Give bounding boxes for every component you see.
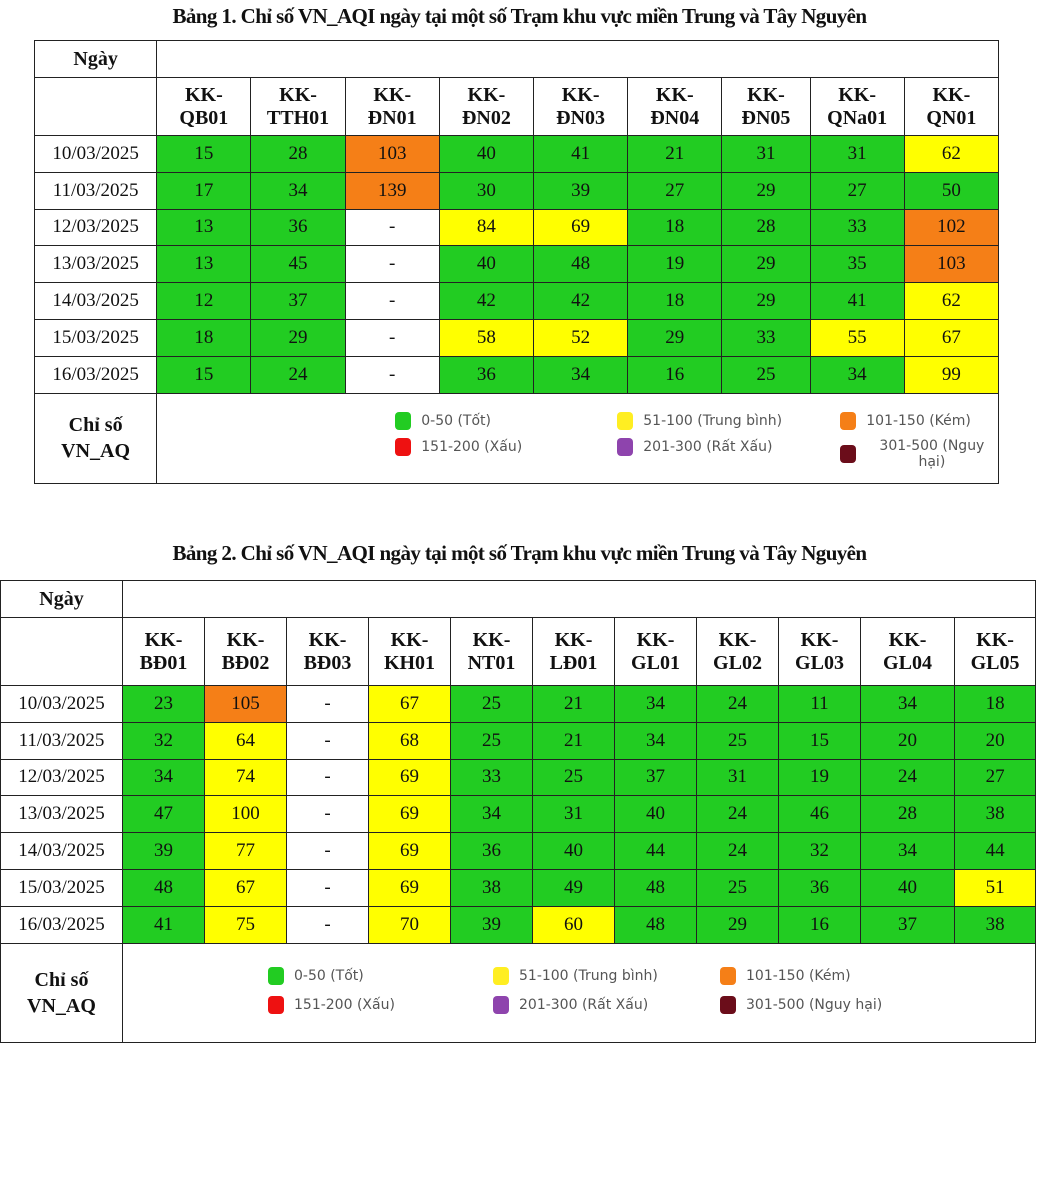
aqi-value-cell: 27 [955,759,1036,796]
aqi-value-cell: 51 [955,869,1036,906]
aqi-value-cell: 62 [904,283,998,320]
aqi-value-cell: 55 [810,319,904,356]
station-prefix: KK- [472,628,511,651]
aqi-value-cell: 25 [451,686,533,723]
aqi-value-cell: 45 [251,246,345,283]
aqi-value-cell: 35 [810,246,904,283]
aqi-value-cell: 29 [697,906,779,943]
aqi-value-cell: 24 [251,356,345,393]
table-row [1,833,1036,870]
aqi-value-cell: 34 [861,833,955,870]
station-header [722,78,810,136]
legend-label-line: Chỉ số [34,968,89,991]
aqi-value-cell: 30 [439,172,533,209]
legend-item [840,412,971,430]
table-row [35,209,999,246]
station-header [779,618,861,686]
date-cell: 10/03/2025 [1,686,123,723]
aqi-value-cell: 75 [205,906,287,943]
legend-label-line: VN_AQ [61,440,131,463]
aqi-value-cell: - [345,246,439,283]
aqi-value-cell: 18 [628,283,722,320]
aqi-value-cell: 31 [810,136,904,173]
station-header [861,618,955,686]
aqi-value-cell: 37 [615,759,697,796]
legend-swatch-icon [493,967,509,985]
aqi-value-cell: 32 [123,722,205,759]
aqi-value-cell: 25 [697,722,779,759]
legend-text: 301-500 (Nguy hại) [746,996,883,1013]
aqi-value-cell: 32 [779,833,861,870]
station-header [697,618,779,686]
legend [123,943,1036,1042]
legend-swatch-icon [617,438,633,456]
aqi-value-cell: 34 [534,356,628,393]
aqi-value-cell: - [287,686,369,723]
legend-item [268,967,364,985]
aqi-value-cell: 39 [451,906,533,943]
legend-swatch-icon [268,996,284,1014]
aqi-value-cell: 48 [615,906,697,943]
aqi-value-cell: 44 [955,833,1036,870]
table-row [1,796,1036,833]
aqi-value-cell: 39 [534,172,628,209]
station-prefix: KK- [747,83,785,106]
aqi-value-cell: 41 [123,906,205,943]
station-prefix: KK- [932,83,971,106]
aqi-value-cell: - [345,209,439,246]
aqi-value-cell: 49 [533,869,615,906]
aqi-value-cell: 15 [779,722,861,759]
aqi-value-cell: 12 [157,283,251,320]
station-code: GL04 [883,651,932,674]
aqi-value-cell: 105 [205,686,287,723]
aqi-value-cell: 33 [810,209,904,246]
legend-text: 51-100 (Trung bình) [643,412,783,429]
aqi-value-cell: 25 [697,869,779,906]
aqi-value-cell: 29 [722,246,810,283]
legend-item [493,967,658,985]
date-cell: 16/03/2025 [1,906,123,943]
station-code: GL01 [631,651,680,674]
station-header [955,618,1036,686]
station-prefix: KK- [390,628,429,651]
aqi-value-cell: 67 [205,869,287,906]
aqi-value-cell: 40 [861,869,955,906]
station-code: GL02 [713,651,762,674]
station-prefix: KK- [554,628,593,651]
station-code: LĐ01 [549,651,598,674]
aqi-value-cell: 15 [157,136,251,173]
date-cell: 13/03/2025 [35,246,157,283]
table-row [35,319,999,356]
legend-row [35,393,999,483]
aqi-value-cell: 34 [251,172,345,209]
station-prefix: KK- [888,628,927,651]
station-header [533,618,615,686]
aqi-value-cell: 13 [157,209,251,246]
station-code: BĐ03 [303,651,352,674]
legend-text: 101-150 (Kém) [866,412,971,429]
station-code: ĐN02 [461,106,511,129]
aqi-value-cell: 52 [534,319,628,356]
aqi-value-cell: 37 [251,283,345,320]
legend-swatch-icon [720,967,736,985]
aqi-value-cell: 100 [205,796,287,833]
legend-swatch-icon [268,967,284,985]
aqi-value-cell: 13 [157,246,251,283]
legend-row [1,943,1036,1042]
aqi-value-cell: 139 [345,172,439,209]
aqi-value-cell: 39 [123,833,205,870]
aqi-value-cell: 68 [369,722,451,759]
aqi-value-cell: 47 [123,796,205,833]
aqi-value-cell: 74 [205,759,287,796]
aqi-value-cell: 48 [615,869,697,906]
aqi-value-cell: 25 [722,356,810,393]
aqi-value-cell: 38 [451,869,533,906]
aqi-value-cell: 77 [205,833,287,870]
aqi-value-cell: 36 [779,869,861,906]
table-row [1,722,1036,759]
legend-label [1,943,123,1042]
aqi-value-cell: 20 [861,722,955,759]
station-code: QN01 [926,106,977,129]
aqi-value-cell: 29 [251,319,345,356]
aqi-value-cell: 34 [451,796,533,833]
station-prefix: KK- [800,628,839,651]
aqi-value-cell: 69 [369,833,451,870]
aqi-value-cell: 31 [722,136,810,173]
aqi-value-cell: 69 [369,796,451,833]
station-code: ĐN01 [367,106,417,129]
aqi-value-cell: - [345,319,439,356]
station-prefix: KK- [467,83,506,106]
date-cell: 14/03/2025 [1,833,123,870]
aqi-value-cell: 21 [628,136,722,173]
station-header [157,78,251,136]
aqi-value-cell: - [287,869,369,906]
aqi-value-cell: 84 [439,209,533,246]
aqi-value-cell: 60 [533,906,615,943]
station-header [251,78,345,136]
station-header [369,618,451,686]
date-cell: 13/03/2025 [1,796,123,833]
aqi-value-cell: 34 [861,686,955,723]
aqi-value-cell: 21 [533,722,615,759]
legend-label [35,393,157,483]
station-code: GL05 [970,651,1020,674]
aqi-value-cell: 24 [697,796,779,833]
legend-item [840,438,998,470]
aqi-value-cell: 16 [628,356,722,393]
aqi-value-cell: 69 [534,209,628,246]
aqi-value-cell: 34 [615,722,697,759]
date-cell: 14/03/2025 [35,283,157,320]
aqi-value-cell: 29 [628,319,722,356]
aqi-value-cell: 34 [615,686,697,723]
header-blank-cell [1,618,123,686]
aqi-value-cell: - [287,722,369,759]
aqi-value-cell: 28 [251,136,345,173]
station-prefix: KK- [655,83,694,106]
header-blank [157,41,999,78]
aqi-value-cell: 24 [861,759,955,796]
legend-text: 51-100 (Trung bình) [519,967,658,984]
aqi-value-cell: 33 [722,319,810,356]
aqi-value-cell: 41 [810,283,904,320]
aqi-value-cell: 33 [451,759,533,796]
aqi-value-cell: 17 [157,172,251,209]
aqi-value-cell: - [287,796,369,833]
station-code: GL03 [795,651,844,674]
header-blank-cell [35,78,157,136]
table-row [1,759,1036,796]
aqi-value-cell: 42 [439,283,533,320]
station-prefix: KK- [561,83,600,106]
station-header [439,78,533,136]
station-code: ĐN03 [556,106,606,129]
aqi-value-cell: 38 [955,906,1036,943]
station-prefix: KK- [308,628,347,651]
aqi-value-cell: 27 [810,172,904,209]
aqi-value-cell: 25 [451,722,533,759]
table-1-title: Bảng 1. Chỉ số VN_AQI ngày tại một số Trạm khu vực miền Trung và Tây Nguyên [172,4,867,28]
legend-swatch-icon [720,996,736,1014]
station-prefix: KK- [144,628,183,651]
aqi-value-cell: 37 [861,906,955,943]
aqi-value-cell: - [287,833,369,870]
station-header [205,618,287,686]
station-header-row [1,618,1036,686]
aqi-value-cell: 36 [251,209,345,246]
station-code: ĐN04 [650,106,700,129]
aqi-value-cell: 48 [534,246,628,283]
legend-label-line: VN_AQ [27,994,96,1017]
station-code: ĐN05 [741,106,791,129]
station-code: QB01 [179,106,229,129]
aqi-value-cell: 70 [369,906,451,943]
date-cell: 11/03/2025 [1,722,123,759]
station-header-row [35,78,999,136]
aqi-value-cell: 29 [722,283,810,320]
table-row [35,136,999,173]
aqi-table-1 [34,40,999,484]
aqi-value-cell: 18 [157,319,251,356]
aqi-value-cell: 41 [534,136,628,173]
legend-swatch-icon [617,412,633,430]
aqi-value-cell: 24 [697,686,779,723]
header-blank [123,581,1036,618]
legend-text: 101-150 (Kém) [746,967,851,984]
date-cell: 16/03/2025 [35,356,157,393]
aqi-value-cell: 38 [955,796,1036,833]
station-prefix: KK- [184,83,223,106]
aqi-value-cell: 67 [369,686,451,723]
station-prefix: KK- [279,83,317,106]
table-row [35,172,999,209]
table-row [35,356,999,393]
aqi-value-cell: 50 [904,172,998,209]
aqi-value-cell: 25 [533,759,615,796]
station-prefix: KK- [718,628,757,651]
station-prefix: KK- [226,628,265,651]
station-prefix: KK- [976,628,1014,651]
legend-text: 201-300 (Rất Xấu) [519,996,649,1013]
aqi-value-cell: 62 [904,136,998,173]
aqi-value-cell: 27 [628,172,722,209]
legend-text: 151-200 (Xấu) [294,996,395,1013]
legend-text: 151-200 (Xấu) [421,438,523,455]
legend-item [720,967,851,985]
date-cell: 12/03/2025 [35,209,157,246]
aqi-value-cell: 58 [439,319,533,356]
aqi-value-cell: 18 [628,209,722,246]
aqi-value-cell: 20 [955,722,1036,759]
aqi-value-cell: 67 [904,319,998,356]
legend-swatch-icon [395,412,411,430]
legend-label-line: Chỉ số [68,414,123,437]
legend-item [395,412,491,430]
aqi-value-cell: 44 [615,833,697,870]
aqi-value-cell: 36 [451,833,533,870]
station-code: KH01 [383,651,436,674]
aqi-value-cell: 31 [533,796,615,833]
aqi-value-cell: 16 [779,906,861,943]
station-prefix: KK- [838,83,877,106]
aqi-value-cell: 34 [123,759,205,796]
table-row [35,246,999,283]
table-row [1,686,1036,723]
aqi-value-cell: 48 [123,869,205,906]
aqi-value-cell: 46 [779,796,861,833]
aqi-value-cell: - [287,906,369,943]
station-header [287,618,369,686]
legend-text: 0-50 (Tốt) [421,412,492,429]
aqi-value-cell: 40 [533,833,615,870]
station-header [615,618,697,686]
legend-item [617,438,772,456]
aqi-value-cell: 103 [904,246,998,283]
legend-item [720,996,882,1014]
date-column-header: Ngày [35,41,157,78]
station-code: BĐ02 [221,651,270,674]
station-header [534,78,628,136]
aqi-table-2 [0,580,1036,1043]
aqi-value-cell: 40 [439,136,533,173]
date-cell: 12/03/2025 [1,759,123,796]
aqi-value-cell: 11 [779,686,861,723]
legend-item [493,996,648,1014]
aqi-value-cell: 19 [628,246,722,283]
legend [157,393,999,483]
aqi-value-cell: 40 [615,796,697,833]
legend-swatch-icon [493,996,509,1014]
table-row [1,869,1036,906]
station-header [123,618,205,686]
aqi-value-cell: 28 [722,209,810,246]
date-cell: 15/03/2025 [1,869,123,906]
aqi-value-cell: 69 [369,759,451,796]
aqi-value-cell: 40 [439,246,533,283]
station-code: NT01 [467,651,516,674]
aqi-value-cell: 29 [722,172,810,209]
legend-item [617,412,782,430]
legend-text: 301-500 (Nguy hại) [879,437,985,470]
aqi-value-cell: 23 [123,686,205,723]
aqi-value-cell: 15 [157,356,251,393]
station-code: QNa01 [827,106,888,129]
station-prefix: KK- [373,83,412,106]
station-header [628,78,722,136]
date-cell: 15/03/2025 [35,319,157,356]
station-header [810,78,904,136]
aqi-value-cell: 28 [861,796,955,833]
aqi-value-cell: 99 [904,356,998,393]
legend-swatch-icon [395,438,411,456]
date-cell: 10/03/2025 [35,136,157,173]
header-row [1,581,1036,618]
station-code: BĐ01 [139,651,188,674]
aqi-value-cell: 69 [369,869,451,906]
aqi-value-cell: 42 [534,283,628,320]
aqi-value-cell: 102 [904,209,998,246]
aqi-value-cell: 18 [955,686,1036,723]
aqi-value-cell: 103 [345,136,439,173]
legend-item [395,438,522,456]
aqi-value-cell: 24 [697,833,779,870]
aqi-value-cell: 31 [697,759,779,796]
aqi-value-cell: - [287,759,369,796]
table-row [35,283,999,320]
header-row [35,41,999,78]
table-2-title: Bảng 2. Chỉ số VN_AQI ngày tại một số Trạm khu vực miền Trung và Tây Nguyên [172,541,867,565]
legend-item [268,996,395,1014]
aqi-value-cell: 19 [779,759,861,796]
table-row [1,906,1036,943]
legend-swatch-icon [840,412,856,430]
station-code: TTH01 [266,106,330,129]
date-column-header: Ngày [1,581,123,618]
legend-text: 0-50 (Tốt) [294,967,364,984]
aqi-value-cell: 34 [810,356,904,393]
aqi-value-cell: - [345,283,439,320]
station-prefix: KK- [636,628,675,651]
station-header [904,78,998,136]
station-header [345,78,439,136]
date-cell: 11/03/2025 [35,172,157,209]
legend-swatch-icon [840,445,856,463]
aqi-value-cell: 21 [533,686,615,723]
aqi-value-cell: 36 [439,356,533,393]
station-header [451,618,533,686]
legend-text: 201-300 (Rất Xấu) [643,438,773,455]
aqi-value-cell: - [345,356,439,393]
aqi-value-cell: 64 [205,722,287,759]
